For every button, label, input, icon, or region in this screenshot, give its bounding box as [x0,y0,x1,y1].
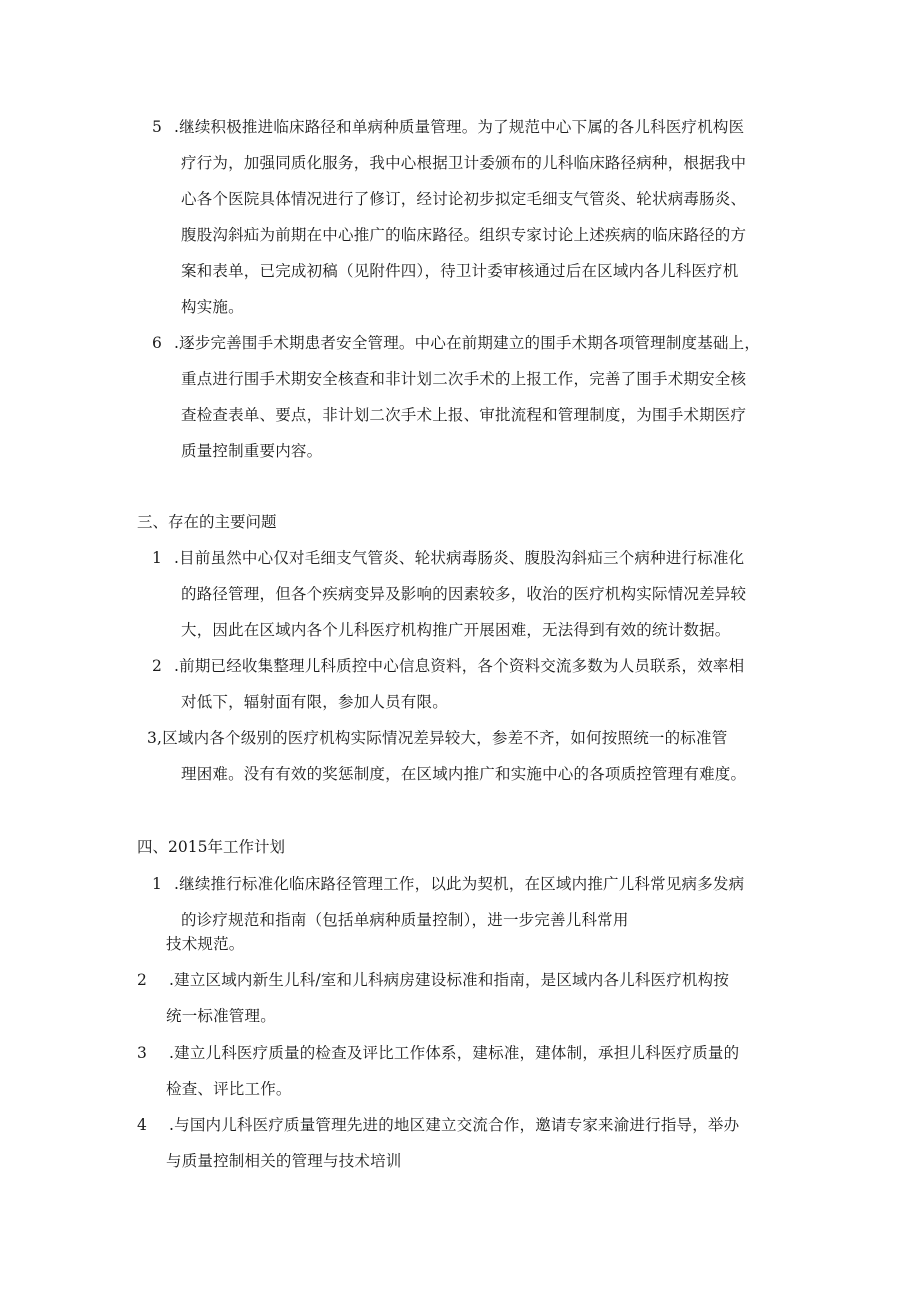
problem-item-1-line-3: 大，因此在区域内各个儿科医疗机构推广开展困难，无法得到有效的统计数据。 [181,621,731,639]
list-item-5-line-1 [152,117,744,137]
list-item-6-line-1 [152,333,760,353]
list-item-5-line-5: 案和表单，已完成初稿（见附件四），待卫计委审核通过后在区域内各儿科医疗机 [181,262,739,280]
list-item-6-line-3: 查检查表单、要点，非计划二次手术上报、审批流程和管理制度，为围手术期医疗 [181,406,747,424]
plan-item-4-line-1 [137,1115,739,1135]
list-number: 1 [152,549,163,567]
paragraph-text: .继续积极推进临床路径和单病种质量管理。为了规范中心下属的各儿科医疗机构医 [174,118,745,136]
paragraph-text: .建立儿科医疗质量的检查及评比工作体系，建标准，建体制，承担儿科医疗质量的 [169,1044,740,1062]
list-number: 3 [137,1044,148,1062]
plan-item-4-line-2: 与质量控制相关的管理与技术培训 [166,1152,402,1170]
plan-item-1-line-3: 技术规范。 [166,935,245,953]
plan-item-2-line-1 [137,970,729,990]
plan-item-2-line-2: 统一标准管理。 [166,1007,276,1025]
problem-item-1-line-1 [152,548,744,568]
plan-item-1-line-1 [152,874,744,894]
problem-item-3-line-2: 理困难。没有有效的奖惩制度，在区域内推广和实施中心的各项质控管理有难度。 [181,765,747,783]
list-item-5-line-4: 腹股沟斜疝为前期在中心推广的临床路径。组织专家讨论上述疾病的临床路径的方 [181,226,747,244]
plan-item-1-line-2: 的诊疗规范和指南（包括单病种质量控制），进一步完善儿科常用 [181,911,629,929]
plan-item-3-line-2: 检查、评比工作。 [166,1080,292,1098]
list-number: 2 [152,657,163,675]
paragraph-text: .前期已经收集整理儿科质控中心信息资料，各个资料交流多数为人员联系，效率相 [174,657,745,675]
list-item-5-line-2: 疗行为，加强同质化服务，我中心根据卫计委颁布的儿科临床路径病种，根据我中 [181,154,747,172]
section-heading-plan-2015: 四、2015年工作计划 [137,838,285,856]
paragraph-text: .继续推行标准化临床路径管理工作，以此为契机，在区域内推广儿科常见病多发病 [174,875,745,893]
paragraph-text: .逐步完善围手术期患者安全管理。中心在前期建立的围手术期各项管理制度基础上， [174,334,761,352]
problem-item-2-line-1 [152,656,744,676]
problem-item-3-line-1: 3,区域内各个级别的医疗机构实际情况差异较大，参差不齐，如何按照统一的标准管 [147,729,728,747]
list-number: 1 [152,875,163,893]
list-item-5-line-6: 构实施。 [181,298,244,316]
problem-item-1-line-2: 的路径管理，但各个疾病变异及影响的因素较多，收治的医疗机构实际情况差异较 [181,585,747,603]
list-number: 4 [137,1116,148,1134]
list-number: 6 [152,334,163,352]
list-number: 5 [152,118,163,136]
list-item-6-line-2: 重点进行围手术期安全核查和非计划二次手术的上报工作，完善了围手术期安全核 [181,370,747,388]
list-number: 2 [137,971,148,989]
problem-item-2-line-2: 对低下，辐射面有限，参加人员有限。 [181,693,448,711]
plan-item-3-line-1 [137,1043,739,1063]
list-item-6-line-4: 质量控制重要内容。 [181,442,323,460]
paragraph-text: .建立区域内新生儿科/室和儿科病房建设标准和指南，是区域内各儿科医疗机构按 [169,971,730,989]
section-heading-problems: 三、存在的主要问题 [137,513,277,531]
paragraph-text: .目前虽然中心仅对毛细支气管炎、轮状病毒肠炎、腹股沟斜疝三个病种进行标准化 [174,549,745,567]
list-item-5-line-3: 心各个医院具体情况进行了修订，经讨论初步拟定毛细支气管炎、轮状病毒肠炎、 [181,190,747,208]
paragraph-text: .与国内儿科医疗质量管理先进的地区建立交流合作，邀请专家来渝进行指导，举办 [169,1116,740,1134]
